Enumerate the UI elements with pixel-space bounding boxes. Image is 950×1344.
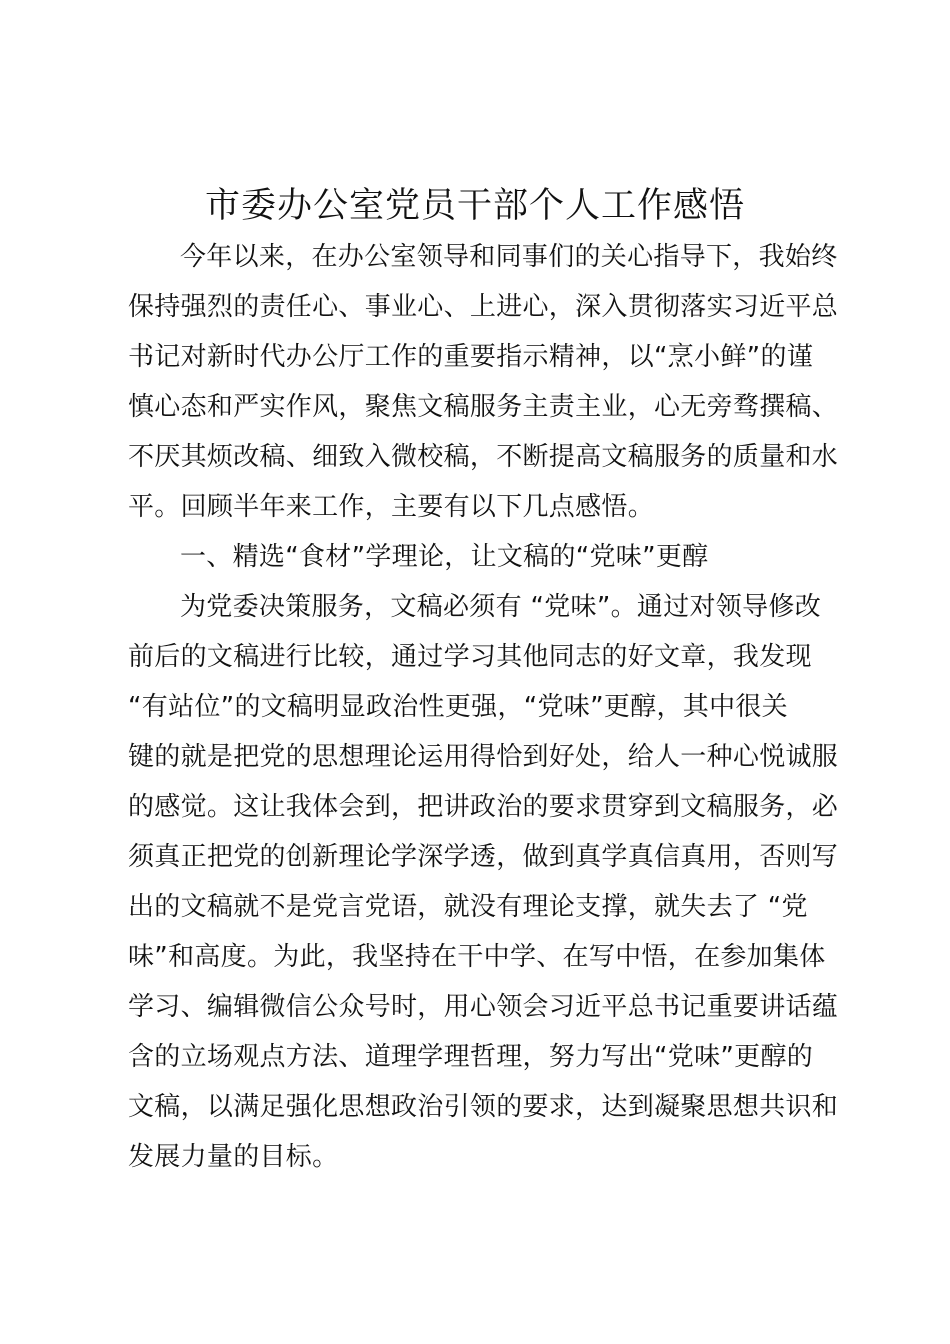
paragraph-line: 学习、编辑微信公众号时，用心领会习近平总书记重要讲话蕴 — [128, 992, 839, 1022]
paragraph-line: 平。回顾半年来工作，主要有以下几点感悟。 — [128, 492, 655, 522]
paragraph-line: 发展力量的目标。 — [128, 1142, 339, 1172]
paragraph-line: 键的就是把党的思想理论运用得恰到好处，给人一种心悦诚服 — [128, 742, 839, 772]
paragraph-line: 含的立场观点方法、道理学理哲理，努力写出“党味”更醇的 — [128, 1042, 814, 1072]
paragraph-line: 书记对新时代办公厅工作的重要指示精神，以“烹小鲜”的谨 — [128, 342, 814, 372]
paragraph-line: “有站位”的文稿明显政治性更强，“党味”更醇，其中很关 — [128, 692, 788, 722]
section-heading: 一、精选“食材”学理论，让文稿的“党味”更醇 — [180, 542, 709, 572]
paragraph-line: 慎心态和严实作风，聚焦文稿服务主责主业，心无旁骛撰稿、 — [128, 392, 839, 422]
paragraph-line: 文稿，以满足强化思想政治引领的要求，达到凝聚思想共识和 — [128, 1092, 839, 1122]
paragraph-line: 为党委决策服务，文稿必须有 “党味”。通过对领导修改 — [180, 592, 822, 622]
paragraph-line: 前后的文稿进行比较，通过学习其他同志的好文章，我发现 — [128, 642, 812, 672]
paragraph-line: 不厌其烦改稿、细致入微校稿，不断提高文稿服务的质量和水 — [128, 442, 839, 472]
paragraph-line: 出的文稿就不是党言党语，就没有理论支撑，就失去了 “党 — [128, 892, 808, 922]
paragraph-line: 今年以来，在办公室领导和同事们的关心指导下，我始终 — [180, 242, 838, 272]
document-body — [128, 232, 839, 1182]
document-title: 市委办公室党员干部个人工作感悟 — [204, 186, 745, 226]
paragraph-line: 的感觉。这让我体会到，把讲政治的要求贯穿到文稿服务，必 — [128, 792, 839, 822]
paragraph-line: 味”和高度。为此，我坚持在干中学、在写中悟，在参加集体 — [128, 942, 826, 972]
paragraph-line: 须真正把党的创新理论学深学透，做到真学真信真用，否则写 — [128, 842, 839, 872]
paragraph-line: 保持强烈的责任心、事业心、上进心，深入贯彻落实习近平总 — [128, 292, 839, 322]
